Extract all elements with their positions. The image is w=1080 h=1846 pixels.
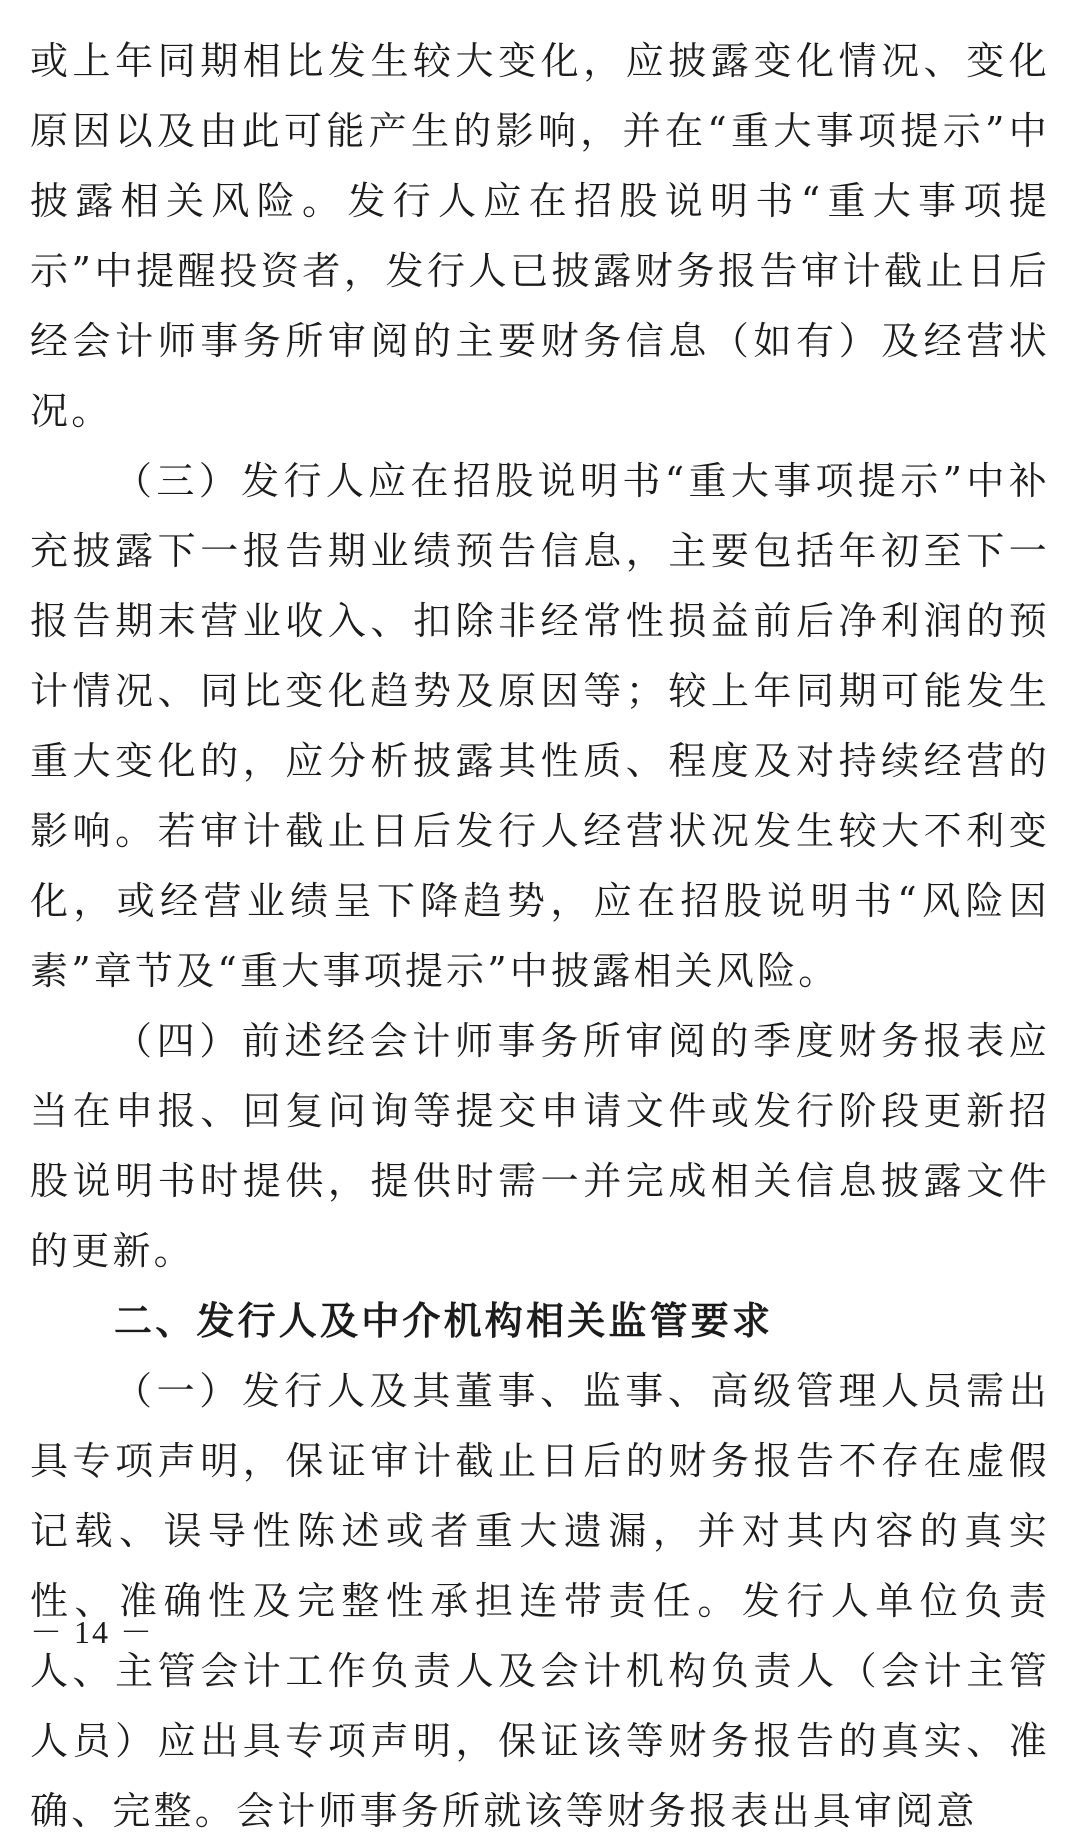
paragraph-item-4: （四）前述经会计师事务所审阅的季度财务报表应当在申报、回复问询等提交申请文件或发行阶段更新招股说明书时提供，提供时需一并完成相关信息披露文件的更新。 (30, 1019, 1050, 1273)
paragraph-item-1: （一）发行人及其董事、监事、高级管理人员需出具专项声明，保证审计截止日后的财务报告不存在虚假记载、误导性陈述或者重大遗漏，并对其内容的真实性、准确性及完整性承担连带责任。发行人单位负责人、主管会计工作负责人及会计机构负责人（会计主管人员）应出具专项声明，保证该等财务报告的真实、准确、完整。会计师事务所就该等财务报表出具审阅意 (30, 1369, 1050, 1833)
paragraph-continuation: 或上年同期相比发生较大变化，应披露变化情况、变化原因以及由此可能产生的影响，并在“重大事项提示”中披露相关风险。发行人应在招股说明书“重大事项提示”中提醒投资者，发行人已披露财务报告审计截止日后经会计师事务所审阅的主要财务信息（如有）及经营状况。 (30, 39, 1050, 433)
document-body (30, 26, 1050, 1846)
paragraph-item-3: （三）发行人应在招股说明书“重大事项提示”中补充披露下一报告期业绩预告信息，主要包括年初至下一报告期末营业收入、扣除非经常性损益前后净利润的预计情况、同比变化趋势及原因等；较上年同期可能发生重大变化的，应分析披露其性质、程度及对持续经营的影响。若审计截止日后发行人经营状况发生较大不利变化，或经营业绩呈下降趋势，应在招股说明书“风险因素”章节及“重大事项提示”中披露相关风险。 (30, 459, 1050, 993)
page-number: － 14 － (30, 1614, 155, 1650)
section-heading: 二、发行人及中介机构相关监管要求 (114, 1299, 774, 1343)
